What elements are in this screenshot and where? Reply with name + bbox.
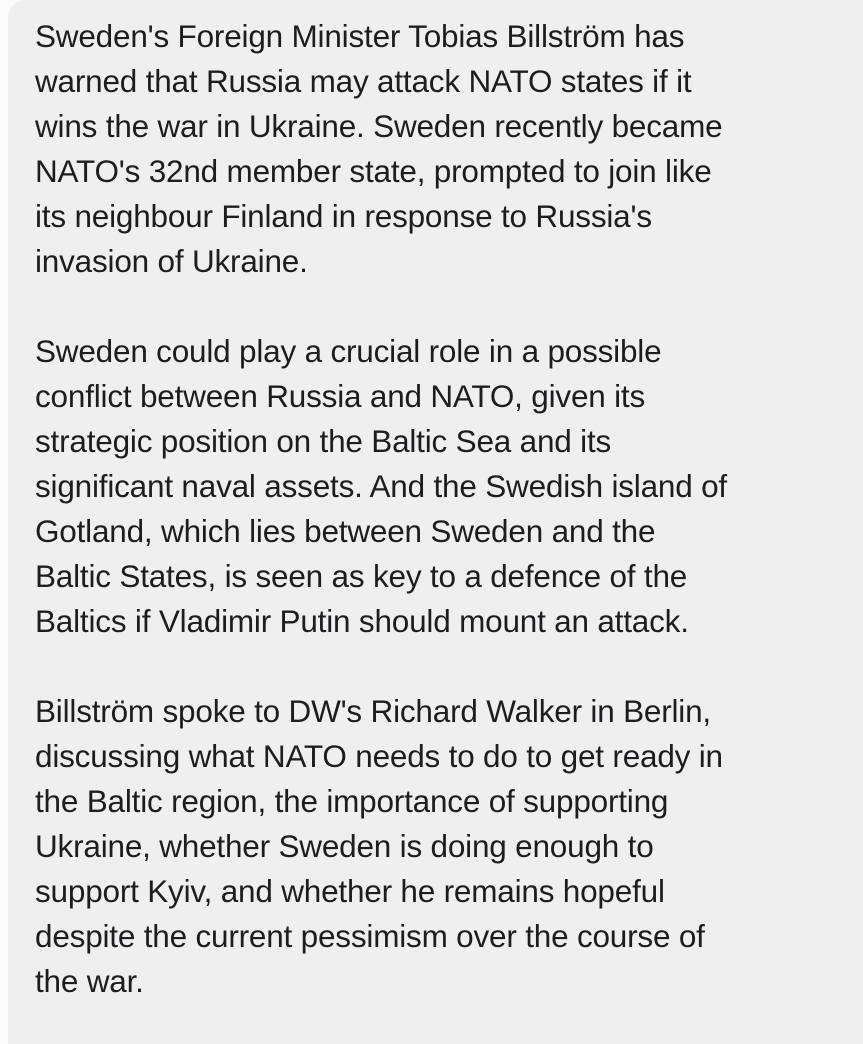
text-line: Baltic States, is seen as key to a defence of the (35, 558, 688, 594)
text-line: NATO's 32nd member state, prompted to join like (35, 153, 712, 189)
text-line: the war. (35, 963, 144, 999)
text-line: Ukraine, whether Sweden is doing enough to (35, 828, 654, 864)
text-line: discussing what NATO needs to do to get ready in (35, 738, 723, 774)
text-line: its neighbour Finland in response to Russia's (35, 198, 652, 234)
text-line: the Baltic region, the importance of supporting (35, 783, 669, 819)
text-line: conflict between Russia and NATO, given its (35, 378, 646, 414)
text-line: wins the war in Ukraine. Sweden recently became (35, 108, 723, 144)
article-card (8, 0, 863, 1044)
article-text (35, 14, 845, 1004)
text-line: despite the current pessimism over the course of (35, 918, 705, 954)
text-line: invasion of Ukraine. (35, 243, 308, 279)
text-line: Gotland, which lies between Sweden and the (35, 513, 656, 549)
paragraph (35, 329, 845, 644)
paragraph (35, 689, 845, 1004)
text-line: Sweden could play a crucial role in a possible (35, 333, 662, 369)
text-line: Billström spoke to DW's Richard Walker in Berlin, (35, 693, 711, 729)
text-line: significant naval assets. And the Swedish island of (35, 468, 727, 504)
text-line: strategic position on the Baltic Sea and its (35, 423, 612, 459)
text-line: support Kyiv, and whether he remains hopeful (35, 873, 665, 909)
text-line: warned that Russia may attack NATO states if it (35, 63, 692, 99)
text-line: Sweden's Foreign Minister Tobias Billström has (35, 18, 685, 54)
text-line: Baltics if Vladimir Putin should mount an attack. (35, 603, 689, 639)
paragraph (35, 14, 845, 284)
